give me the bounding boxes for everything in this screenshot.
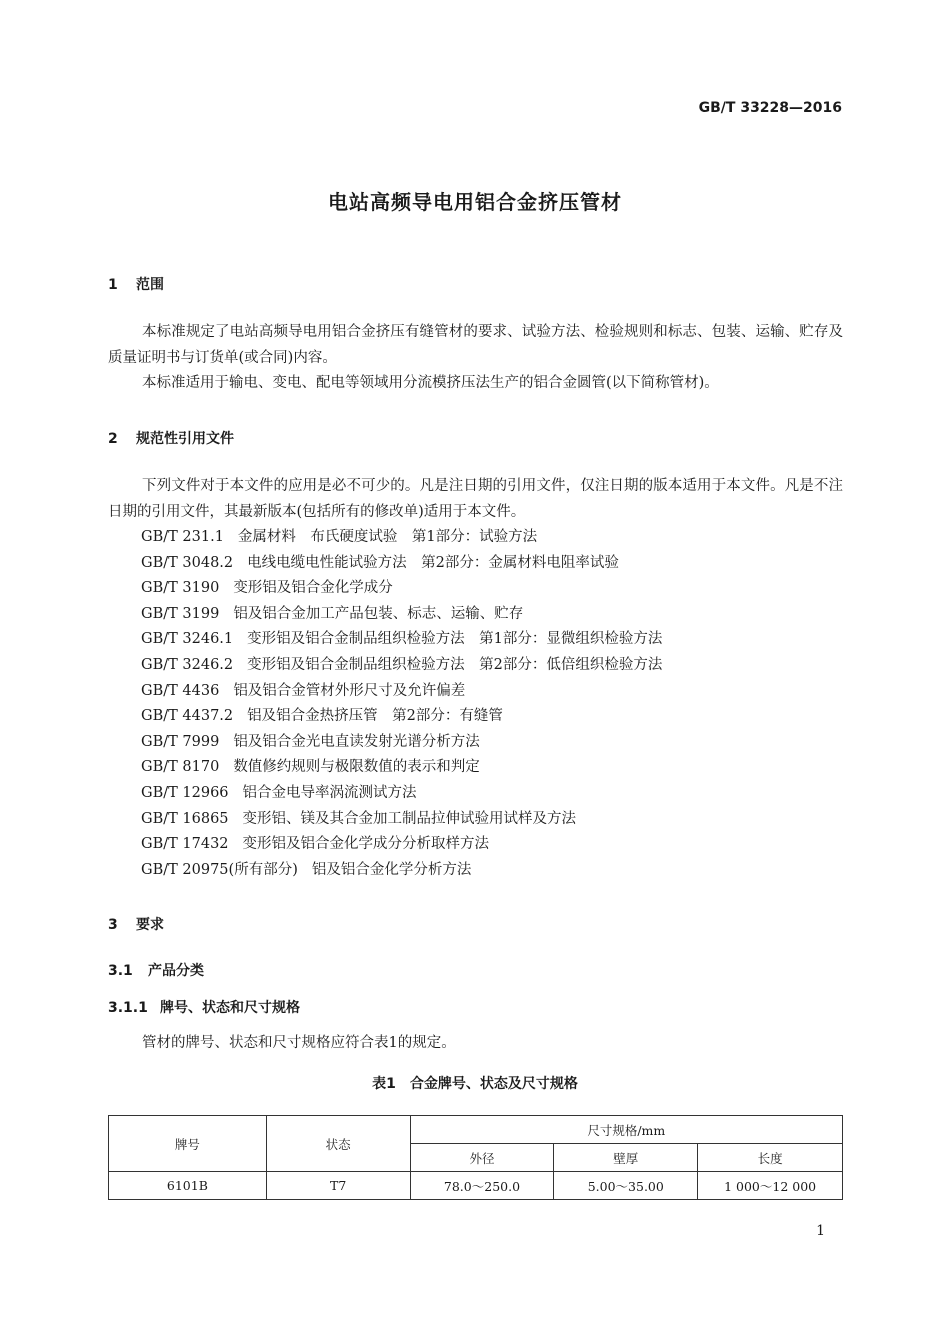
reference-code: GB/T 3048.2: [141, 554, 234, 571]
header-grade: 牌号: [109, 1116, 267, 1172]
table-header-row: [109, 1116, 843, 1144]
cell-temper: T7: [266, 1172, 410, 1200]
header-outer-diameter: 外径: [410, 1144, 554, 1172]
reference-title: 铝及铝合金加工产品包装、标志、运输、贮存: [233, 605, 524, 622]
section-title: 牌号、状态和尺寸规格: [160, 1000, 300, 1016]
cell-outer-diameter: 78.0～250.0: [410, 1172, 554, 1200]
reference-code: GB/T 7999: [141, 733, 220, 750]
section-2-heading: [108, 428, 234, 448]
reference-item: [141, 858, 662, 884]
reference-title: 变形铝及铝合金化学成分分析取样方法: [242, 836, 490, 853]
section-3-1-heading: [108, 960, 204, 980]
reference-title: 数值修约规则与极限数值的表示和判定: [233, 759, 480, 776]
section-number: 2: [108, 431, 118, 447]
reference-item: [141, 781, 662, 807]
reference-code: GB/T 3199: [141, 605, 220, 622]
section-title: 范围: [136, 277, 164, 293]
section-number: 3.1: [108, 963, 133, 979]
reference-code: GB/T 12966: [141, 784, 229, 801]
reference-code: GB/T 8170: [141, 759, 220, 776]
reference-code: GB/T 231.1: [141, 529, 224, 545]
standard-number: GB/T 33228—2016: [698, 100, 842, 116]
reference-title: 铝及铝合金热挤压管 第2部分：有缝管: [247, 708, 503, 725]
cell-grade: 6101B: [109, 1172, 267, 1200]
reference-item: [141, 627, 662, 653]
reference-item: [141, 653, 662, 679]
reference-title: 电线电缆电性能试验方法 第2部分：金属材料电阻率试验: [247, 554, 619, 571]
reference-code: GB/T 16865: [141, 810, 229, 827]
alloy-spec-table: [108, 1115, 843, 1200]
section-3-heading: [108, 914, 164, 934]
section-2-intro: 下列文件对于本文件的应用是必不可少的。凡是注日期的引用文件，仅注日期的版本适用于本文件。凡是不注日期的引用文件，其最新版本(包括所有的修改单)适用于本文件。: [108, 478, 843, 520]
reference-item: [141, 704, 662, 730]
reference-code: GB/T 4436: [141, 682, 220, 699]
reference-title: 变形铝及铝合金制品组织检验方法 第2部分：低倍组织检验方法: [247, 656, 663, 673]
section-title: 要求: [136, 917, 164, 933]
reference-title: 变形铝及铝合金化学成分: [233, 580, 393, 597]
reference-title: 铝及铝合金化学分析方法: [311, 861, 472, 878]
section-1-heading: [108, 274, 164, 294]
table-1-caption: 表1 合金牌号、状态及尺寸规格: [372, 1076, 578, 1092]
reference-code: GB/T 3246.1: [141, 631, 234, 648]
section-number: 1: [108, 277, 118, 293]
reference-title: 金属材料 布氏硬度试验 第1部分：试验方法: [237, 529, 538, 545]
page-number: 1: [816, 1223, 825, 1239]
section-3-1-1-paragraph: 管材的牌号、状态和尺寸规格应符合表1的规定。: [142, 1035, 456, 1051]
reference-item: [141, 807, 662, 833]
section-1-paragraph-2: 本标准适用于输电、变电、配电等领域用分流模挤压法生产的铝合金圆管(以下简称管材)。: [142, 375, 719, 391]
reference-code: GB/T 3246.2: [141, 656, 234, 673]
reference-title: 变形铝、镁及其合金加工制品拉伸试验用试样及方法: [242, 810, 577, 827]
section-3-1-1-heading: [108, 997, 300, 1017]
section-number: 3: [108, 917, 118, 933]
reference-item: [141, 832, 662, 858]
reference-title: 铝及铝合金管材外形尺寸及允许偏差: [233, 682, 466, 699]
reference-code: GB/T 17432: [141, 836, 229, 853]
cell-length: 1 000～12 000: [698, 1172, 843, 1200]
document-title: 电站高频导电用铝合金挤压管材: [328, 190, 622, 214]
section-number: 3.1.1: [108, 1000, 148, 1016]
header-dimensions: 尺寸规格/mm: [410, 1116, 842, 1144]
reference-item: [141, 525, 662, 551]
reference-title: 铝及铝合金光电直读发射光谱分析方法: [233, 733, 480, 750]
table-row: [109, 1172, 843, 1200]
reference-title: 铝合金电导率涡流测试方法: [242, 784, 417, 801]
header-length: 长度: [698, 1144, 843, 1172]
header-wall-thickness: 壁厚: [554, 1144, 698, 1172]
section-1-paragraph-1: 本标准规定了电站高频导电用铝合金挤压有缝管材的要求、试验方法、检验规则和标志、包装、运输、贮存及质量证明书与订货单(或合同)内容。: [108, 324, 843, 366]
reference-code: GB/T 4437.2: [141, 708, 234, 725]
reference-item: [141, 755, 662, 781]
section-title: 产品分类: [148, 963, 204, 979]
cell-wall-thickness: 5.00～35.00: [554, 1172, 698, 1200]
reference-item: [141, 730, 662, 756]
reference-item: [141, 602, 662, 628]
reference-item: [141, 551, 662, 577]
reference-code: GB/T 3190: [141, 580, 220, 597]
reference-item: [141, 576, 662, 602]
normative-references-list: [141, 525, 662, 883]
section-title: 规范性引用文件: [136, 431, 234, 447]
reference-title: 变形铝及铝合金制品组织检验方法 第1部分：显微组织检验方法: [247, 631, 663, 648]
header-temper: 状态: [266, 1116, 410, 1172]
reference-code: GB/T 20975(所有部分): [141, 861, 298, 878]
reference-item: [141, 679, 662, 705]
